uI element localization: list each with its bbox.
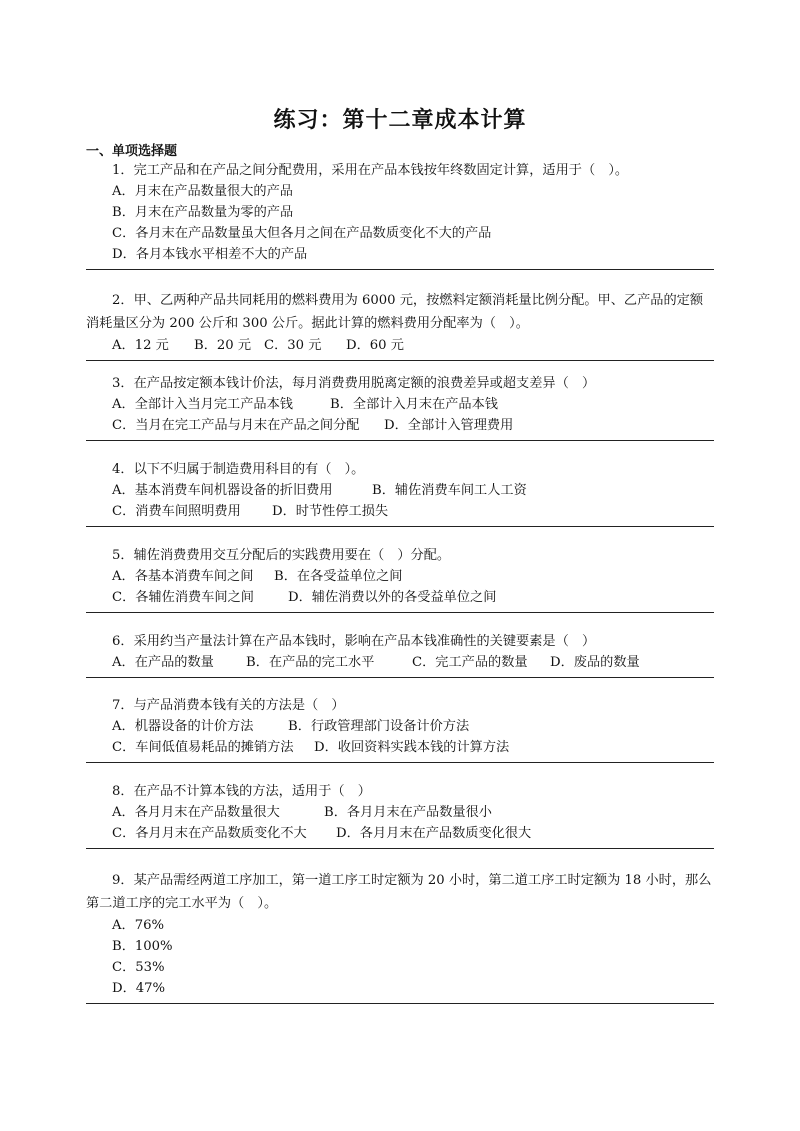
question-stem: 6．采用约当产量法计算在产品本钱时，影响在产品本钱准确性的关键要素是（ ）: [112, 634, 596, 649]
question-2: [86, 289, 714, 361]
options-row: [86, 566, 714, 587]
options-row: [86, 415, 714, 436]
question-stem: 4．以下不归属于制造费用科目的有（ ）。: [112, 462, 365, 477]
option-c: C．消费车间照明费用: [112, 504, 241, 519]
option-d: D．全部计入管理费用: [384, 418, 514, 433]
option-c: C．各辅佐消费车间之间: [112, 590, 254, 605]
question-6: [86, 631, 714, 678]
option-a: A．各基本消费车间之间: [112, 569, 254, 584]
option-b: B．辅佐消费车间工人工资: [372, 483, 527, 498]
question-stem: 7．与产品消费本钱有关的方法是（ ）: [112, 698, 345, 713]
options-row: [86, 587, 714, 608]
option-c: C．各月末在产品数量虽大但各月之间在产品数质变化不大的产品: [112, 226, 492, 241]
option-b: B．各月月末在产品数量很小: [324, 805, 492, 820]
question-3: [86, 373, 714, 441]
option-d: D．时节性停工损失: [272, 504, 389, 519]
option-a: A．各月月末在产品数量很大: [112, 805, 280, 820]
option-d: D．各月本钱水平相差不大的产品: [112, 247, 308, 262]
option-d: D．60 元: [346, 338, 404, 353]
question-stem: 8．在产品不计算本钱的方法，适用于（ ）: [112, 784, 371, 799]
option-a: A．全部计入当月完工产品本钱: [112, 397, 293, 412]
question-4: [86, 459, 714, 527]
question-stem: 2．甲、乙两种产品共同耗用的燃料费用为 6000 元，按燃料定额消耗量比例分配。甲、乙产品的定额消耗量区分为 200 公斤和 300 公斤。据此计算的燃料费用分配率为（ ）。: [86, 293, 704, 331]
question-9: [86, 869, 714, 1004]
options-row: [86, 823, 714, 844]
option-c: C．各月月末在产品数质变化不大: [112, 826, 307, 841]
option-b: B．月末在产品数量为零的产品: [112, 205, 294, 220]
option-d: D．47%: [112, 981, 166, 996]
question-8: [86, 781, 714, 849]
option-c: C．车间低值易耗品的摊销方法: [112, 740, 294, 755]
option-b: B．在各受益单位之间: [274, 569, 403, 584]
option-d: D．收回资料实践本钱的计算方法: [314, 740, 510, 755]
option-d: D．各月月末在产品数质变化很大: [336, 826, 532, 841]
option-b: B．全部计入月末在产品本钱: [330, 397, 498, 412]
option-d: D．辅佐消费以外的各受益单位之间: [288, 590, 497, 605]
option-b: B．行政管理部门设备计价方法: [288, 719, 470, 734]
option-a: A．在产品的数量: [112, 655, 214, 670]
options-row: [86, 802, 714, 823]
options-row: [86, 652, 714, 673]
option-a: A．基本消费车间机器设备的折旧费用: [112, 483, 333, 498]
options-row: [86, 737, 714, 758]
question-stem: 9．某产品需经两道工序加工，第一道工序工时定额为 20 小时，第二道工序工时定额为 18 小时，那么第二道工序的完工水平为（ ）。: [86, 873, 712, 911]
option-c: C．当月在完工产品与月末在产品之间分配: [112, 418, 360, 433]
option-a: A．12 元: [112, 338, 169, 353]
options-row: [86, 501, 714, 522]
page-title: 练习：第十二章成本计算: [273, 107, 527, 133]
options-row: [86, 335, 714, 356]
option-b: B．20 元: [194, 338, 252, 353]
question-stem: 1．完工产品和在产品之间分配费用，采用在产品本钱按年终数固定计算，适用于（ ）。: [112, 163, 629, 178]
option-c: C．53%: [112, 960, 165, 975]
options-row: [86, 716, 714, 737]
option-a: A．机器设备的计价方法: [112, 719, 254, 734]
question-stem: 5．辅佐消费费用交互分配后的实践费用要在（ ）分配。: [112, 548, 451, 563]
options-row: [86, 394, 714, 415]
options-row: [86, 480, 714, 501]
option-b: B．在产品的完工水平: [246, 655, 375, 670]
option-a: A．月末在产品数量很大的产品: [112, 184, 293, 199]
question-7: [86, 695, 714, 763]
option-c: C．完工产品的数量: [412, 655, 528, 670]
question-1: [86, 160, 714, 270]
question-5: [86, 545, 714, 613]
option-a: A．76%: [112, 918, 165, 933]
question-stem: 3．在产品按定额本钱计价法，每月消费费用脱离定额的浪费差异或超支差异（ ）: [112, 376, 596, 391]
option-b: B．100%: [112, 939, 173, 954]
option-d: D．废品的数量: [550, 655, 640, 670]
option-c: C．30 元: [264, 338, 322, 353]
section-heading: 一、单项选择题: [86, 144, 178, 159]
